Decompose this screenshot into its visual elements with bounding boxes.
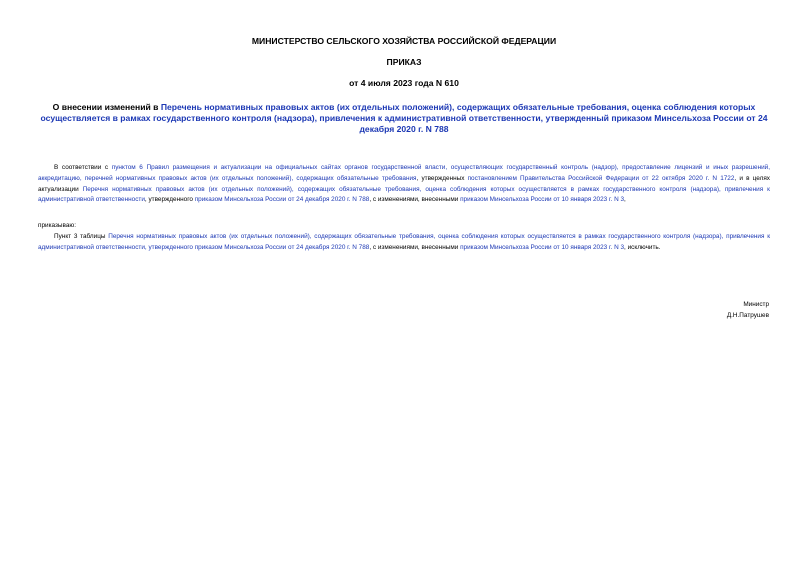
link-order-3-amend[interactable]: приказом Минсельхоза России от 10 января 2023 г. N 3 bbox=[460, 243, 625, 251]
preamble-text-4: , и в целях актуализации bbox=[38, 174, 770, 193]
order-verb: приказываю: bbox=[38, 222, 76, 230]
preamble-text-1: В соответствии с bbox=[54, 164, 112, 171]
link-point-6[interactable]: пунктом 6 bbox=[111, 164, 143, 171]
preamble-text-5: , утвержденного bbox=[144, 196, 195, 204]
link-list[interactable]: Перечня нормативных правовых актов (их отдельных положений), содержащих обязательные требования, оценка соблюдения которых осуществляется в рамках государственного контроля (надзора), привлечения к административной ответственности bbox=[38, 185, 770, 204]
preamble-text-6: , с изменениями, внесенными bbox=[369, 196, 461, 204]
preamble-text-7: , bbox=[624, 196, 626, 204]
link-rules[interactable]: Правил размещения и актуализации на официальных сайтах органов государственной власти, осуществляющих государственный контроль (надзор), предоставление лицензий и иных разрешений, аккредитацию, перечней нормативных правовых актов (их отдельных положений), содержащих обязательные требования bbox=[38, 164, 771, 182]
order-title bbox=[38, 102, 770, 135]
operative-paragraph bbox=[38, 232, 770, 254]
operative-text-1: Пункт 3 таблицы bbox=[54, 232, 109, 240]
title-link[interactable]: Перечень нормативных правовых актов (их отдельных положений), содержащих обязательные требования, оценка соблюдения которых осуществляется в рамках государственного контроля (надзора), привлечения к административной ответственности, утвержденный приказом Минсельхоза России от 24 декабря 2020 г. N 788 bbox=[40, 102, 768, 134]
preamble-text-3: , утвержденных bbox=[416, 174, 468, 182]
order-heading: ПРИКАЗ bbox=[386, 57, 422, 67]
link-list-table[interactable]: Перечня нормативных правовых актов (их отдельных положений), содержащих обязательные требования, оценка соблюдения которых осуществляется в рамках государственного контроля (надзора), привлечения к административной ответственности, утвержденного приказом Минсельхоза России от 24 декабря 2020 г. N 788 bbox=[38, 232, 771, 251]
signer-position: Министр bbox=[743, 301, 769, 308]
link-order-788[interactable]: приказом Минсельхоза России от 24 декабря 2020 г. N 788 bbox=[194, 196, 370, 204]
signature-block bbox=[727, 300, 769, 322]
title-prefix: О внесении изменений в bbox=[52, 102, 161, 112]
link-order-3[interactable]: приказом Минсельхоза России от 10 января 2023 г. N 3 bbox=[460, 196, 625, 204]
preamble-paragraph bbox=[38, 163, 770, 206]
signer-name: Д.Н.Патрушев bbox=[726, 311, 769, 319]
document bbox=[38, 36, 770, 254]
order-date: от 4 июля 2023 года N 610 bbox=[349, 78, 459, 88]
ministry-name: МИНИСТЕРСТВО СЕЛЬСКОГО ХОЗЯЙСТВА РОССИЙСКОЙ ФЕДЕРАЦИИ bbox=[251, 36, 557, 46]
operative-text-3: , исключить. bbox=[624, 243, 661, 251]
link-government-decree[interactable]: постановлением Правительства Российской Федерации от 22 октября 2020 г. N 1722 bbox=[467, 174, 735, 182]
operative-text-2: , с изменениями, внесенными bbox=[369, 243, 461, 251]
